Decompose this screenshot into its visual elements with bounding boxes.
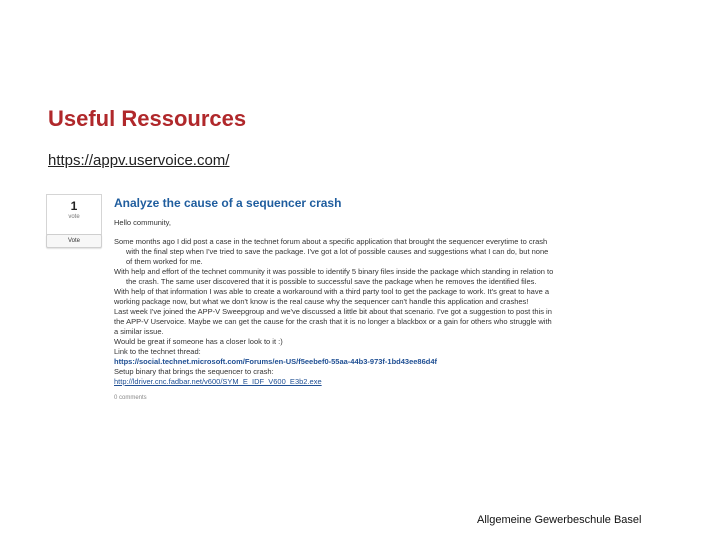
technet-thread-link[interactable]: https://social.technet.microsoft.com/Forums/en-US/f5eebef0-55aa-44b3-973f-1bd43ee86d4f xyxy=(114,357,438,366)
binary-caption: Setup binary that brings the sequencer to crash: xyxy=(114,367,274,376)
idea-title[interactable]: Analyze the cause of a sequencer crash xyxy=(114,196,342,210)
comments-count[interactable]: 0 comments xyxy=(114,395,147,401)
slide-footer: Allgemeine Gewerbeschule Basel xyxy=(477,514,642,526)
vote-button[interactable]: Vote xyxy=(46,234,102,248)
idea-body xyxy=(114,237,554,387)
idea-paragraph: Some months ago I did post a case in the technet forum about a specific application that brought the sequencer everytime to crash with the final step when I've tried to save the package. I've got a lot of possible causes and suggestions what I can do, but none of them worked for me. xyxy=(114,237,549,266)
idea-paragraph: Last week I've joined the APP-V Sweepgroup and we've discussed a little bit about that scenario. I've got a suggestion to post this in the APP-V Uservoice. Maybe we can get the cause for the crash that it is no longer a blackbox or a gain for others who struggle with a similar issue. xyxy=(114,307,552,336)
vote-counter xyxy=(46,194,102,235)
uservoice-link[interactable]: https://appv.uservoice.com/ xyxy=(48,152,230,169)
idea-greeting: Hello community, xyxy=(114,218,171,227)
setup-binary-link[interactable]: http://ldriver.cnc.fadbar.net/v600/SYM_E_IDF_V600_E3b2.exe xyxy=(114,377,322,386)
idea-paragraph: With help of that information I was able to create a workaround with a third party tool to get the package to work. It's great to have a working package now, but what we don't know is the real cause why the sequencer can't handle this application and crashes! xyxy=(114,287,549,306)
uservoice-idea-card xyxy=(46,190,556,475)
vote-count: 1 xyxy=(70,199,78,213)
idea-paragraph: Would be great if someone has a closer look to it :) xyxy=(114,337,283,346)
idea-post xyxy=(114,196,554,401)
vote-unit-label: vote xyxy=(68,214,80,220)
idea-paragraph: With help and effort of the technet community it was possible to identify 5 binary files inside the package which standing in relation to the crash. The same user discovered that it is possible to successful save the package when he removes the identified files. xyxy=(114,267,554,286)
idea-paragraph: Link to the technet thread: xyxy=(114,347,201,356)
slide-title: Useful Ressources xyxy=(48,106,247,131)
